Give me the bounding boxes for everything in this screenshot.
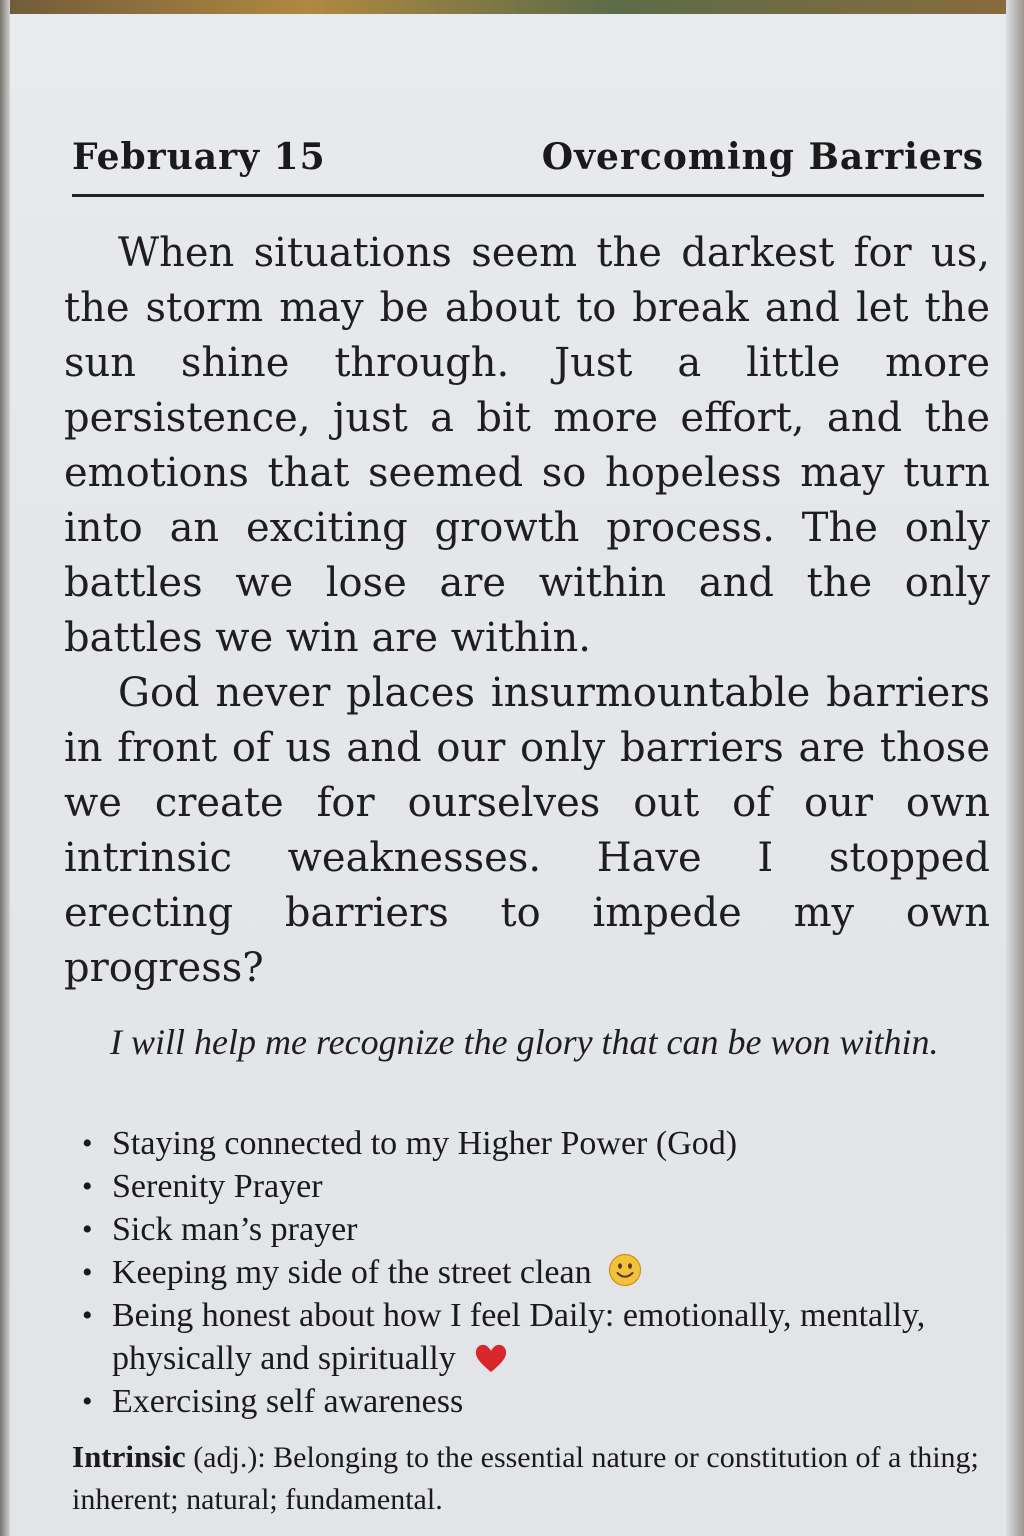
definition-text: Belonging to the essential nature or constitution of a thing; inherent; natural; fundamental. [72, 1441, 979, 1516]
page-top-edge [0, 0, 1024, 14]
list-item [80, 1165, 980, 1208]
list-item-text: Exercising self awareness [112, 1383, 464, 1420]
page-header [72, 132, 984, 188]
bullet-dot-icon: • [82, 1170, 93, 1203]
list-item [80, 1122, 980, 1165]
bullet-dot-icon: • [82, 1299, 93, 1332]
bullet-dot-icon: • [82, 1385, 93, 1418]
paragraph-2: God never places insurmountable barriers in front of us and our only barriers are those we create for ourselves out of our own intrinsic weaknesses. Have I stopped erecting barriers to impede my own progress? [64, 670, 990, 991]
smiling-face-icon [608, 1253, 642, 1287]
definition [72, 1436, 984, 1521]
paragraph-1: When situations seem the darkest for us, the storm may be about to break and let the sun shine through. Just a little more persistence, just a bit more effort, and the emotions that seemed so hopeless may turn into an exciting growth process. The only battles we lose are within and the only battles we win are within. [64, 230, 990, 661]
list-item [80, 1208, 980, 1251]
entry-topic: Overcoming Barriers [541, 136, 984, 178]
entry-date: February 15 [72, 136, 326, 178]
affirmation: I will help me recognize the glory that can be won within. [110, 1022, 939, 1062]
definition-term: Intrinsic [72, 1439, 186, 1474]
list-item-text: Sick man’s prayer [112, 1211, 358, 1248]
list-item-text: Serenity Prayer [112, 1168, 323, 1205]
bullet-dot-icon: • [82, 1127, 93, 1160]
list-item-text: Being honest about how I feel Daily: emotionally, mentally, physically and spiritually [112, 1297, 926, 1377]
page-left-edge [0, 0, 10, 1536]
meditation-body [64, 226, 990, 996]
list-item-text: Keeping my side of the street clean [112, 1254, 592, 1291]
page-right-edge [1006, 0, 1024, 1536]
list-item [80, 1380, 980, 1423]
bullet-dot-icon: • [82, 1213, 93, 1246]
list-item [80, 1251, 980, 1294]
list-item-text: Staying connected to my Higher Power (God) [112, 1125, 738, 1162]
list-item [80, 1294, 980, 1380]
red-heart-icon [474, 1342, 508, 1374]
bullet-list [80, 1122, 980, 1423]
bullet-dot-icon: • [82, 1256, 93, 1289]
definition-part-of-speech: (adj.): [193, 1441, 266, 1474]
header-rule [72, 194, 984, 197]
